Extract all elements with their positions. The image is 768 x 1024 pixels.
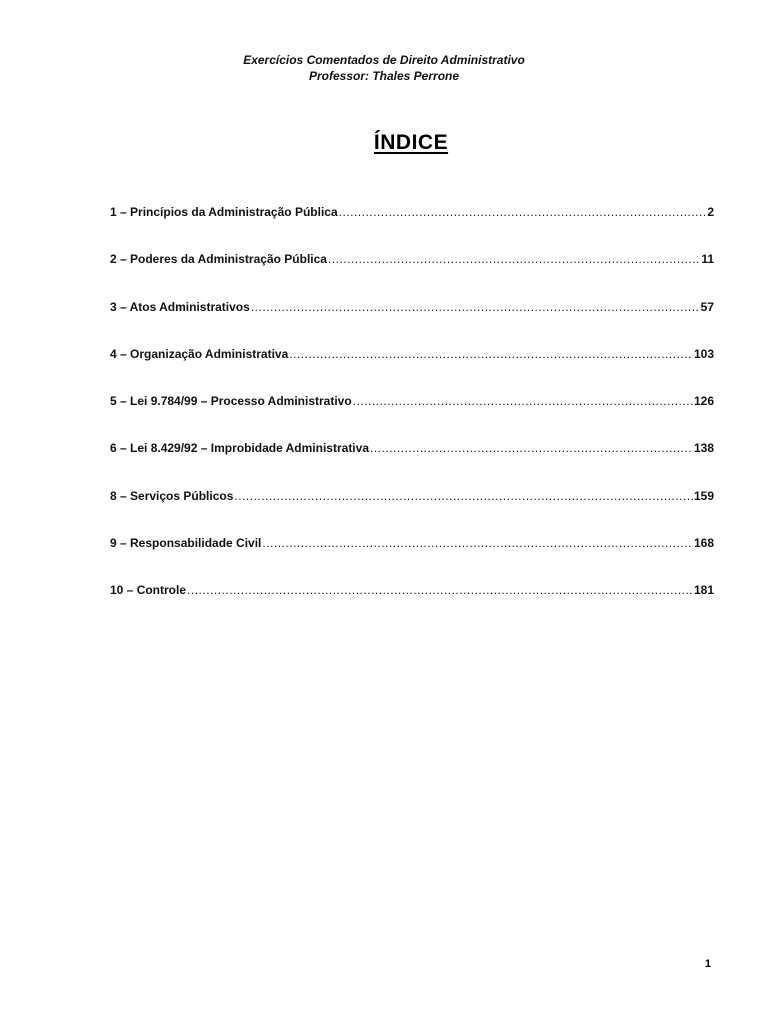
toc-entry-label: 3 – Atos Administrativos (110, 299, 250, 314)
toc-entry[interactable] (110, 441, 714, 488)
toc-entry[interactable] (110, 489, 714, 536)
toc-entry-label: 2 – Poderes da Administração Pública (110, 252, 327, 267)
toc-entry-label: 8 – Serviços Públicos (110, 488, 234, 503)
toc-entry-page: 181 (693, 583, 714, 598)
toc-entry[interactable] (110, 347, 714, 394)
toc-entry[interactable] (110, 394, 714, 441)
toc-entry-page: 103 (693, 346, 714, 361)
toc-entry[interactable] (110, 583, 714, 630)
toc-entry-page: 159 (693, 488, 714, 503)
toc-entry[interactable] (110, 252, 714, 299)
toc-entry[interactable] (110, 205, 714, 252)
toc-leader-dots (353, 394, 693, 408)
toc-entry-label: 5 – Lei 9.784/99 – Processo Administrativo (110, 394, 352, 409)
toc-entry-page: 138 (693, 441, 714, 456)
index-title: ÍNDICE (373, 131, 449, 154)
toc-entry[interactable] (110, 300, 714, 347)
toc-leader-dots (339, 205, 705, 219)
header-course-title: Exercícios Comentados de Direito Administrativo (243, 53, 525, 67)
header-professor: Professor: Thales Perrone (308, 69, 460, 83)
toc-entry-label: 1 – Princípios da Administração Pública (110, 205, 338, 219)
toc-leader-dots (370, 441, 693, 455)
toc-entry-page: 126 (693, 394, 714, 409)
toc-entry-label: 4 – Organização Administrativa (110, 346, 289, 361)
toc-entry-page: 57 (700, 299, 714, 314)
toc-entry-label: 9 – Responsabilidade Civil (110, 536, 262, 551)
toc-leader-dots (187, 583, 693, 597)
page-number: 1 (704, 958, 711, 970)
toc-entry-label: 10 – Controle (110, 583, 187, 598)
toc-leader-dots (234, 489, 693, 503)
table-of-contents (110, 205, 714, 631)
toc-leader-dots (251, 300, 700, 314)
toc-entry[interactable] (110, 536, 714, 583)
toc-entry-label: 6 – Lei 8.429/92 – Improbidade Administrativa (110, 441, 369, 456)
page-header (0, 52, 768, 84)
toc-entry-page: 168 (693, 536, 714, 551)
toc-leader-dots (328, 252, 700, 266)
toc-leader-dots (289, 347, 693, 361)
toc-entry-page: 11 (701, 252, 714, 267)
toc-entry-page: 2 (707, 205, 714, 219)
toc-leader-dots (262, 536, 693, 550)
